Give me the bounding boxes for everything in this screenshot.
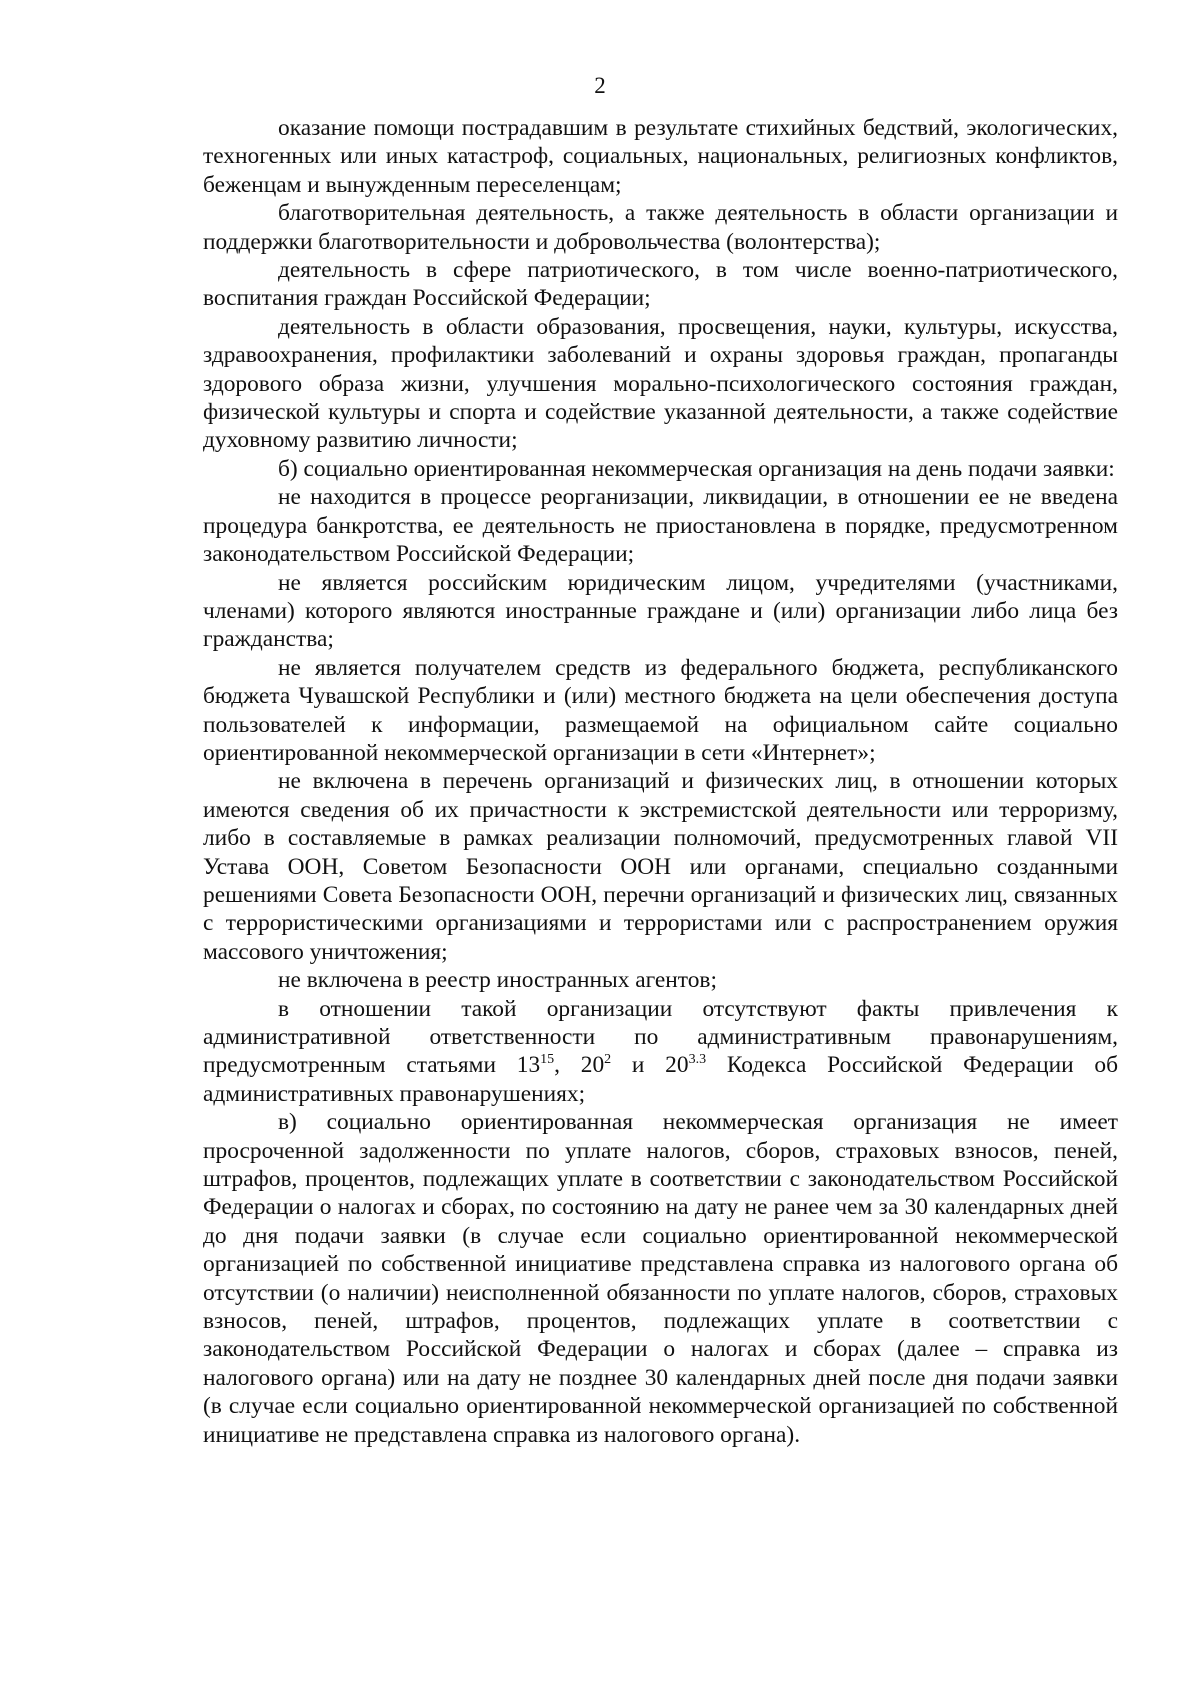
paragraph-no-administrative-liability [203, 995, 1118, 1109]
paragraph-charity: благотворительная деятельность, а также деятельность в области организации и поддержки благотворительности и добровольчества (волонтерства); [203, 200, 1118, 255]
article-separator-1: , [554, 1052, 581, 1079]
article-20-3-3-superscript: 3.3 [688, 1052, 707, 1068]
paragraph-item-v-no-tax-debt: в) социально ориентированная некоммерческая организация не имеет просроченной задолженности по уплате налогов, сборов, страховых взносов, пеней, штрафов, процентов, подлежащих уплате в соответствии с законодательством Российской Федерации о налогах и сборах, по состоянию на дату не ранее чем за 30 календарных дней до дня подачи заявки (в случае если социально ориентированной некоммерческой организацией по собственной инициативе представлена справка из налогового органа об отсутствии (о наличии) неисполненной обязанности по уплате налогов, сборов, страховых взносов, пеней, штрафов, процентов, подлежащих уплате в соответствии с законодательством Российской Федерации о налогах и сборах (далее – справка из налогового органа) или на дату не позднее 30 календарных дней после дня подачи заявки (в случае если социально ориентированной некоммерческой организацией по собственной инициативе не представлена справка из налогового органа). [203, 1109, 1118, 1448]
article-13-superscript: 15 [540, 1052, 555, 1068]
paragraph-education: деятельность в области образования, просвещения, науки, культуры, искусства, здравоохранения, профилактики заболеваний и охраны здоровья граждан, пропаганды здорового образа жизни, улучшения морально-психологического состояния граждан, физической культуры и спорта и содействие указанной деятельности, а также содействие духовному развитию личности; [203, 313, 1118, 454]
article-separator-2: и [611, 1052, 666, 1079]
article-20-3-base: 20 [665, 1052, 689, 1079]
article-text-before: в отношении такой организации отсутствуют факты привлечения к административной ответственности по административным правонарушениям, предусмотренным статьями [203, 995, 1118, 1079]
paragraph-no-budget-funds: не является получателем средств из федерального бюджета, республиканского бюджета Чувашской Республики и (или) местного бюджета на цели обеспечения доступа пользователей к информации, размещаемой на официальном сайте социально ориентированной некоммерческой организации в сети «Интернет»; [203, 654, 1118, 766]
article-13-base: 13 [516, 1052, 541, 1079]
document-body [203, 114, 1118, 1449]
article-text-after: Кодекса Российской Федерации об административных правонарушениях; [203, 1052, 1118, 1107]
paragraph-not-foreign-agent: не включена в реестр иностранных агентов; [278, 967, 717, 994]
paragraph-patriotic: деятельность в сфере патриотического, в том числе военно-патриотического, воспитания граждан Российской Федерации; [203, 257, 1118, 312]
paragraph-item-b: б) социально ориентированная некоммерческая организация на день подачи заявки: [278, 455, 1115, 482]
paragraph-no-foreign-founders: не является российским юридическим лицом, учредителями (участниками, членами) которого являются иностранные граждане и (или) организации либо лица без гражданства; [203, 569, 1118, 653]
page-number: 2 [594, 73, 606, 98]
paragraph-not-in-extremist-list: не включена в перечень организаций и физических лиц, в отношении которых имеются сведения об их причастности к экстремистской деятельности или терроризму, либо в составляемые в рамках реализации полномочий, предусмотренных главой VII Устава ООН, Советом Безопасности ООН или органами, специально созданными решениями Совета Безопасности ООН, перечни организаций и физических лиц, связанных с террористическими организациями и террористами или с распространением оружия массового уничтожения; [203, 768, 1118, 965]
paragraph-no-reorganization: не находится в процессе реорганизации, ликвидации, в отношении ее не введена процедура банкротства, ее деятельность не приостановлена в порядке, предусмотренном законодательством Российской Федерации; [203, 484, 1118, 568]
paragraph-disaster-relief: оказание помощи пострадавшим в результате стихийных бедствий, экологических, техногенных или иных катастроф, социальных, национальных, религиозных конфликтов, беженцам и вынужденным переселенцам; [203, 115, 1118, 198]
article-20-2-superscript: 2 [604, 1052, 612, 1068]
article-20-base: 20 [580, 1052, 605, 1079]
